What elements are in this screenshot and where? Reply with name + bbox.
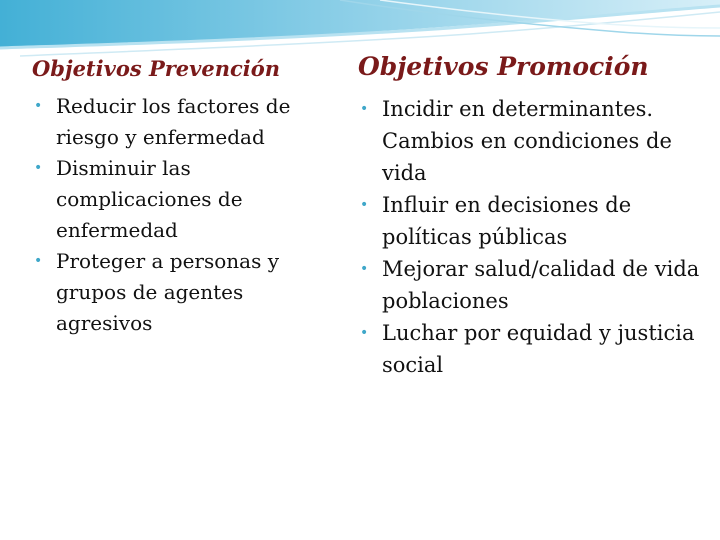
- prevention-column: [32, 52, 332, 339]
- list-item: [32, 153, 332, 246]
- bullet-icon: •: [34, 253, 43, 269]
- bullet-icon: •: [360, 325, 369, 341]
- bullet-icon: •: [360, 261, 369, 277]
- header-wave-decoration: [0, 0, 720, 60]
- list-item-text: Proteger a personas y grupos de agentes agresivos: [56, 249, 279, 335]
- list-item: [358, 317, 718, 381]
- bullet-icon: •: [34, 160, 43, 176]
- promotion-column: [358, 52, 718, 381]
- prevention-list: [32, 91, 332, 339]
- bullet-icon: •: [34, 98, 43, 114]
- list-item-text: Reducir los factores de riesgo y enfermedad: [56, 94, 291, 149]
- bullet-icon: •: [360, 101, 369, 117]
- list-item: [358, 253, 718, 317]
- bullet-icon: •: [360, 197, 369, 213]
- list-item-text: Disminuir las complicaciones de enfermedad: [56, 156, 243, 242]
- list-item-text: Mejorar salud/calidad de vida poblaciones: [382, 257, 700, 313]
- list-item: [358, 189, 718, 253]
- list-item-text: Incidir en determinantes. Cambios en condiciones de vida: [382, 97, 672, 185]
- promotion-list: [358, 93, 718, 381]
- list-item: [32, 246, 332, 339]
- promotion-heading: Objetivos Promoción: [358, 52, 649, 81]
- list-item: [358, 93, 718, 189]
- list-item: [32, 91, 332, 153]
- list-item-text: Influir en decisiones de políticas públicas: [382, 193, 632, 249]
- prevention-heading: Objetivos Prevención: [32, 56, 281, 81]
- list-item-text: Luchar por equidad y justicia social: [382, 321, 695, 377]
